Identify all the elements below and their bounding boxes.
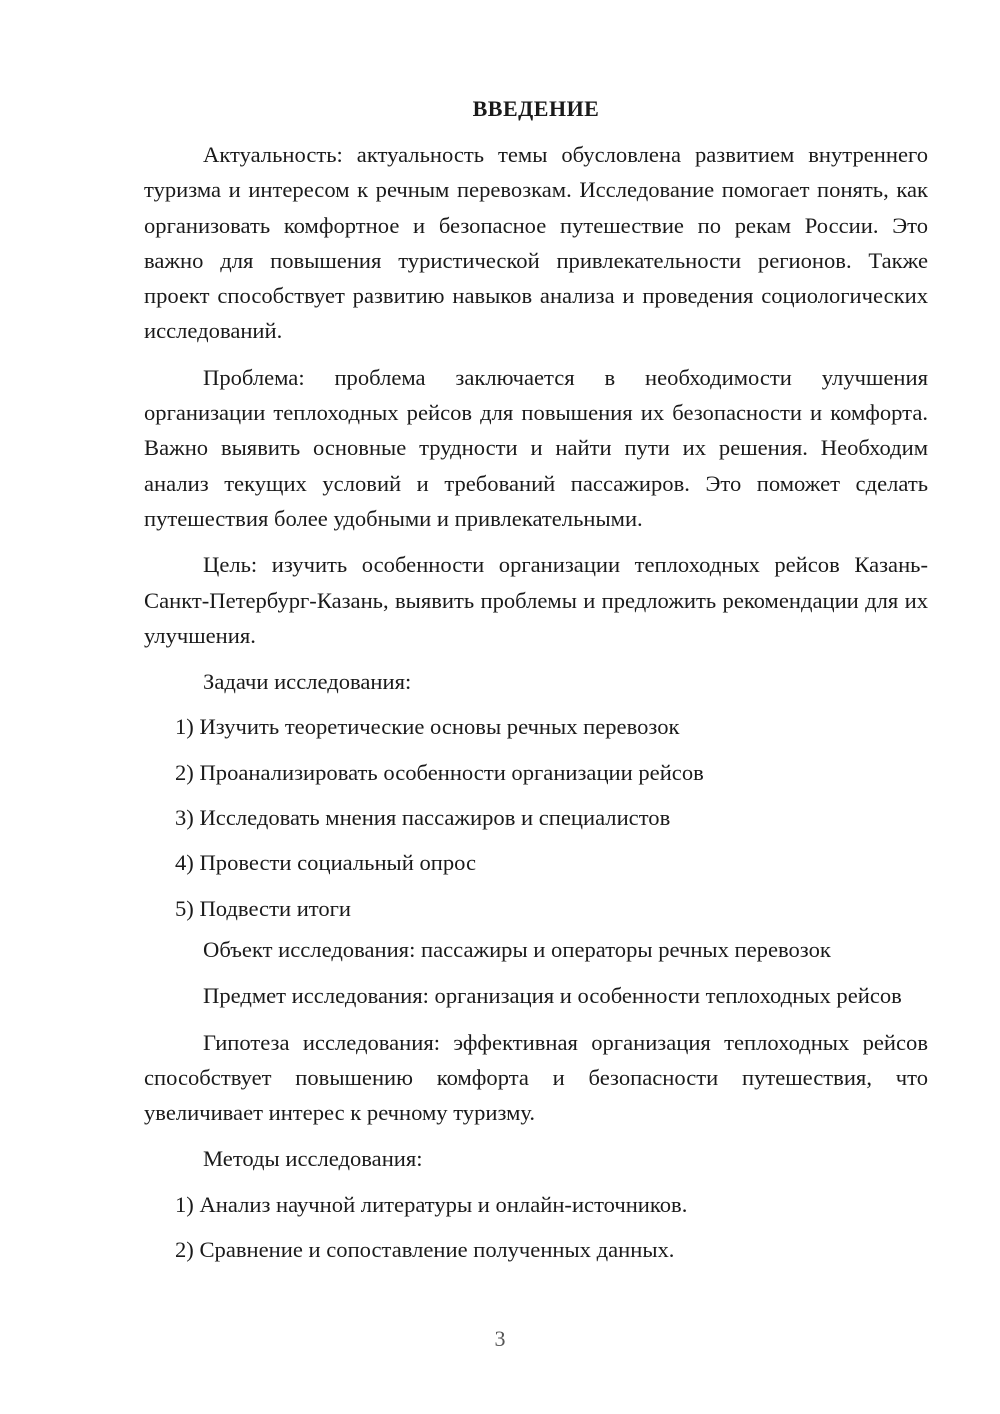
list-item: 3) Исследовать мнения пассажиров и специалистов bbox=[175, 805, 671, 831]
paragraph-object: Объект исследования: пассажиры и операторы речных перевозок bbox=[203, 936, 831, 962]
paragraph-hypothesis: Гипотеза исследования: эффективная организация теплоходных рейсов способствует повышению комфорта и безопасности путешествия, что увеличивает интерес к речному туризму. bbox=[144, 1029, 928, 1126]
tasks-label: Задачи исследования: bbox=[203, 669, 412, 695]
paragraph-problem: Проблема: проблема заключается в необходимости улучшения организации теплоходных рейсов для повышения их безопасности и комфорта. Важно выявить основные трудности и найти пути их решения. Необходим анализ текущих условий и требований пассажиров. Это поможет сделать путешествия более удобными и привлекательными. bbox=[144, 364, 928, 531]
list-item: 5) Подвести итоги bbox=[175, 895, 352, 921]
paragraph-goal: Цель: изучить особенности организации теплоходных рейсов Казань-Санкт-Петербург-Казань, выявить проблемы и предложить рекомендации для их улучшения. bbox=[144, 552, 928, 648]
paragraph-relevance: Актуальность: актуальность темы обусловлена развитием внутреннего туризма и интересом к речным перевозкам. Исследование помогает понять, как организовать комфортное и безопасное путешествие по рекам России. Это важно для повышения туристической привлекательности регионов. Также проект способствует развитию навыков анализа и проведения социологических исследований. bbox=[144, 142, 928, 344]
list-item: 2) Проанализировать особенности организации рейсов bbox=[175, 759, 704, 785]
methods-list bbox=[144, 1187, 928, 1268]
paragraph-subject: Предмет исследования: организация и особенности теплоходных рейсов bbox=[203, 983, 902, 1009]
page-number: 3 bbox=[494, 1326, 506, 1351]
tasks-list bbox=[144, 709, 928, 925]
list-item: 1) Анализ научной литературы и онлайн-источников. bbox=[175, 1191, 688, 1217]
list-item: 4) Провести социальный опрос bbox=[175, 850, 477, 876]
page-content bbox=[144, 91, 928, 1267]
methods-label: Методы исследования: bbox=[203, 1146, 423, 1172]
section-heading: ВВЕДЕНИЕ bbox=[472, 96, 600, 121]
list-item: 2) Сравнение и сопоставление полученных данных. bbox=[175, 1237, 675, 1263]
list-item: 1) Изучить теоретические основы речных перевозок bbox=[175, 714, 680, 740]
